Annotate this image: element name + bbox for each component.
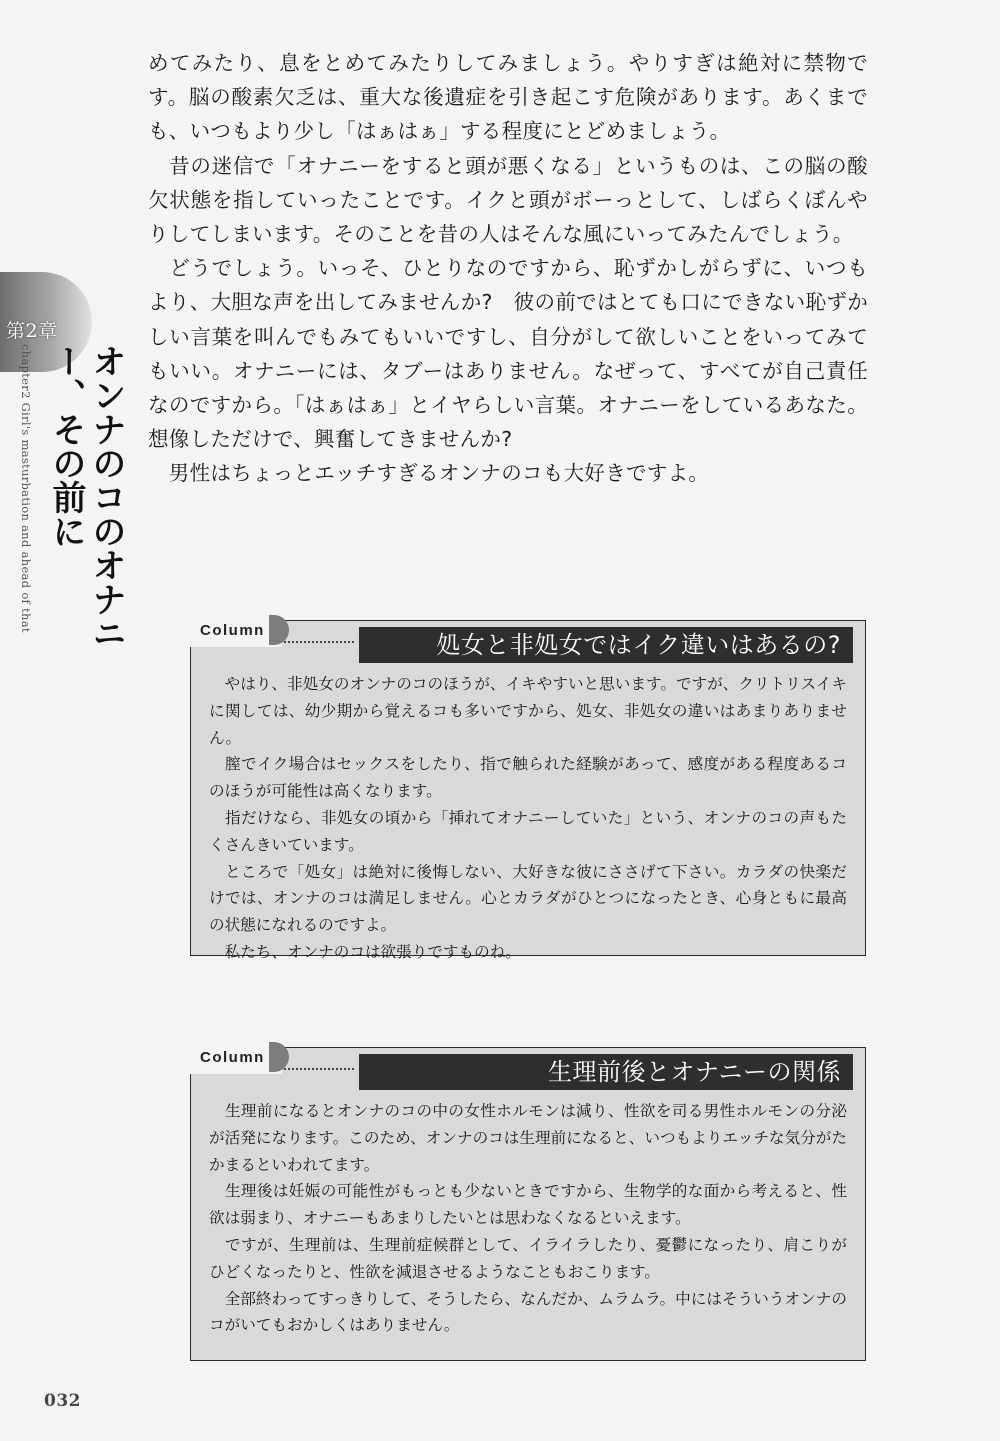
column-dotted-rule [284, 1068, 354, 1070]
column-body [209, 1098, 847, 1339]
column-paragraph: 生理後は妊娠の可能性がもっとも少ないときですから、生物学的な面から考えると、性欲は弱まり、オナニーもあまりしたいとは思わなくなるといえます。 [209, 1182, 847, 1228]
column-title: 処女と非処女ではイク違いはあるの? [359, 627, 853, 663]
column-paragraph: 私たち、オンナのコは欲張りですものね。 [209, 942, 521, 961]
column-paragraph: 指だけなら、非処女の頃から「挿れてオナニーしていた」という、オンナのコの声もたくさんきいています。 [209, 808, 847, 854]
main-body-text [148, 46, 868, 491]
main-paragraph-3: どうでしょう。いっそ、ひとりなのですから、恥ずかしがらずに、いつもより、大胆な声を出してみませんか? 彼の前ではとても口にできない恥ずかしい言葉を叫んでもみてもいいですし、自分がして欲しいことをいってみてもいい。オナニーには、タブーはありません。なぜって、すべてが自己責任なのですから。「はぁはぁ」とイヤらしい言葉。オナニーをしているあなた。想像しただけで、興奮してきませんか? [148, 256, 868, 452]
chapter-subtitle: chapter2 Girl's masturbation and ahead of that [19, 344, 33, 633]
column-title: 生理前後とオナニーの関係 [359, 1054, 853, 1090]
column-paragraph: やはり、非処女のオンナのコのほうが、イキやすいと思います。ですが、クリトリスイキに関しては、幼少期から覚えるコも多いですから、処女、非処女の違いはあまりありません。 [209, 675, 847, 747]
column-paragraph: 膣でイク場合はセックスをしたり、指で触られた経験があって、感度がある程度あるコのほうが可能性は高くなります。 [209, 755, 847, 801]
main-paragraph-2: 昔の迷信で「オナニーをすると頭が悪くなる」というものは、この脳の酸欠状態を指していったことです。イクと頭がボーっとして、しばらくぼんやりしてしまいます。そのことを昔の人はそんな風にいってみたんでしょう。 [148, 153, 868, 247]
column-paragraph: 生理前になるとオンナのコの中の女性ホルモンは減り、性欲を司る男性ホルモンの分泌が活発になります。このため、オンナのコは生理前になると、いつもよりエッチな気分がたかまるといわれてます。 [209, 1102, 847, 1174]
column-paragraph: 全部終わってすっきりして、そうしたら、なんだか、ムラムラ。中にはそういうオンナのコがいてもおかしくはありません。 [209, 1289, 847, 1335]
column-dotted-rule [284, 641, 354, 643]
column-box-2 [190, 1047, 866, 1361]
column-label-text: Column [200, 622, 265, 639]
chapter-title: オンナのコのオナニー、その前に [46, 344, 126, 650]
column-paragraph: ですが、生理前は、生理前症候群として、イライラしたり、憂鬱になったり、肩こりがひどくなったりと、性欲を減退させるようなこともおこります。 [209, 1235, 847, 1281]
main-paragraph-1: めてみたり、息をとめてみたりしてみましょう。やりすぎは絶対に禁物です。脳の酸素欠乏は、重大な後遺症を引き起こす危険があります。あくまでも、いつもより少し「はぁはぁ」する程度にとどめましょう。 [148, 51, 868, 144]
page-number: 032 [44, 1391, 81, 1411]
chapter-tab [0, 272, 126, 712]
column-body [209, 671, 847, 966]
column-label-text: Column [200, 1049, 265, 1066]
column-box-1 [190, 620, 866, 961]
main-paragraph-4: 男性はちょっとエッチすぎるオンナのコも大好きですよ。 [148, 461, 710, 486]
chapter-number: 第2章 [6, 320, 58, 342]
column-paragraph: ところで「処女」は絶対に後悔しない、大好きな彼にささげて下さい。カラダの快楽だけでは、オンナのコは満足しません。心とカラダがひとつになったとき、心身ともに最高の状態になれるのですよ。 [209, 862, 847, 935]
